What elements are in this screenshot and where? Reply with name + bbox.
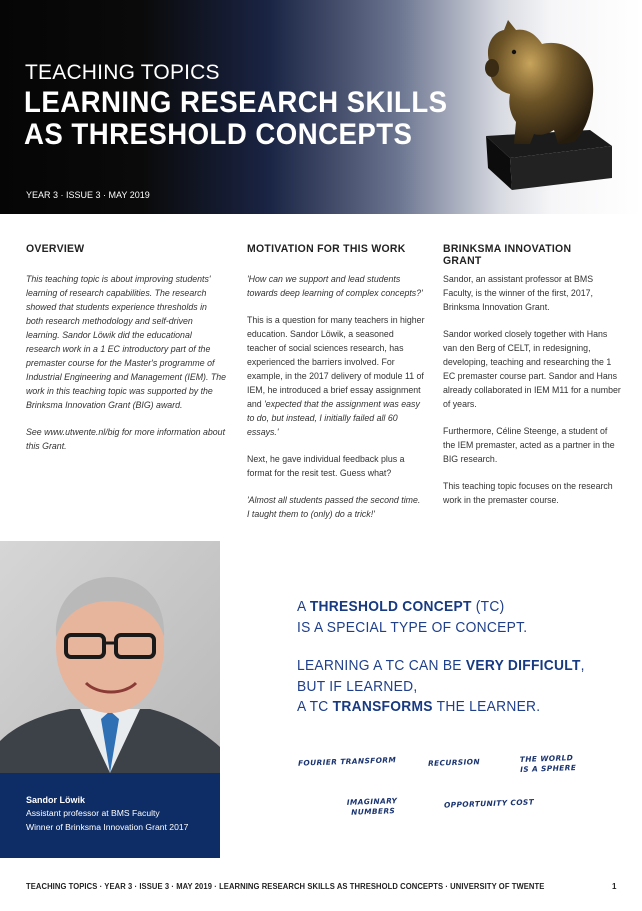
page-footer: TEACHING TOPICS · YEAR 3 · ISSUE 3 · MAY 2019 · LEARNING RESEARCH SKILLS AS THRESHOLD CONCEPTS · UNIVERSITY OF TWENTE: [26, 882, 545, 891]
title-line-2: AS THRESHOLD CONCEPTS: [24, 118, 413, 151]
callout-line-4: BUT IF LEARNED,: [297, 678, 418, 695]
example-opportunity-cost: OPPORTUNITY COST: [443, 797, 535, 810]
grant-column: [443, 272, 621, 520]
grant-link-note: See www.utwente.nl/big for more information about this Grant.: [26, 427, 226, 451]
example-world-sphere: THE WORLD IS A SPHERE: [519, 753, 577, 774]
portrait-photo: [0, 541, 220, 773]
example-imaginary-numbers: IMAGINARY NUMBERS: [346, 796, 398, 817]
callout-line-3: LEARNING A TC CAN BE VERY DIFFICULT,: [297, 657, 585, 674]
overview-heading: OVERVIEW: [26, 243, 85, 255]
portrait-caption: [0, 773, 220, 858]
grant-paragraph-1: Sandor, an assistant professor at BMS Faculty, is the winner of the first, 2017, Brinksma Innovation Grant.: [443, 274, 594, 312]
profile-role: Assistant professor at BMS Faculty: [26, 808, 160, 818]
overview-text: This teaching topic is about improving students' learning of research capabilities. The research showed that students experience thresholds in both research methodology and self-driven learning. Sandor Löwik did the educational research work in a 1 EC introductory part of the premaster course for the Master's programme of Industrial Engineering and Management (IEM). The work in this teaching topic was supported by the Brinksma Innovation Grant (BIG) award.: [26, 274, 226, 410]
motivation-paragraph-2: [247, 313, 425, 439]
bronze-pig-statue-image: [470, 18, 620, 190]
issue-line: YEAR 3 · ISSUE 3 · MAY 2019: [26, 190, 150, 200]
motivation-p2-text: This is a question for many teachers in higher education. Sandor Löwik, a seasoned teacher of social sciences research, has experienced the barriers involved. For example, in the 2017 delivery of module 11 of IEM, he introduced a brief essay assignment and: [247, 315, 425, 409]
profile-award: Winner of Brinksma Innovation Grant 2017: [26, 822, 189, 832]
grant-heading: BRINKSMA INNOVATION GRANT: [443, 243, 572, 267]
motivation-quote-1: 'How can we support and lead students towards deep learning of complex concepts?': [247, 274, 423, 298]
motivation-paragraph-3: Next, he gave individual feedback plus a format for the resit test. Guess what?: [247, 454, 405, 478]
motivation-quote-2: 'Almost all students passed the second time. I taught them to (only) do a trick!': [247, 495, 421, 519]
example-fourier-transform: FOURIER TRANSFORM: [297, 755, 397, 768]
grant-paragraph-2: Sandor worked closely together with Hans van den Berg of CELT, in redesigning, developing, teaching and researching the 1 EC premaster course part. Sandor and Hans already collaborated in IEM M11 for a number of years.: [443, 329, 621, 409]
grant-paragraph-4: This teaching topic focuses on the research work in the premaster course.: [443, 481, 613, 505]
callout-line-2: IS A SPECIAL TYPE OF CONCEPT.: [297, 619, 528, 636]
callout-line-5: A TC TRANSFORMS THE LEARNER.: [297, 698, 541, 715]
motivation-heading: MOTIVATION FOR THIS WORK: [247, 243, 406, 255]
portrait-illustration: [0, 541, 220, 773]
page-number: 1: [612, 882, 617, 891]
page-title: [24, 87, 448, 151]
example-recursion: RECURSION: [427, 757, 481, 768]
series-kicker: TEACHING TOPICS: [25, 61, 220, 84]
motivation-column: [247, 272, 425, 534]
grant-paragraph-3: Furthermore, Céline Steenge, a student of the IEM premaster, acted as a partner in the BIG research.: [443, 426, 615, 464]
callout-line-1: A THRESHOLD CONCEPT (TC): [297, 598, 505, 615]
title-line-1: LEARNING RESEARCH SKILLS: [24, 86, 448, 119]
motivation-p2-quote: 'expected that the assignment was easy to do, but instead, I initially failed all 60 essays.': [247, 399, 420, 437]
profile-name: Sandor Löwik: [26, 795, 86, 805]
overview-column: [26, 272, 226, 466]
